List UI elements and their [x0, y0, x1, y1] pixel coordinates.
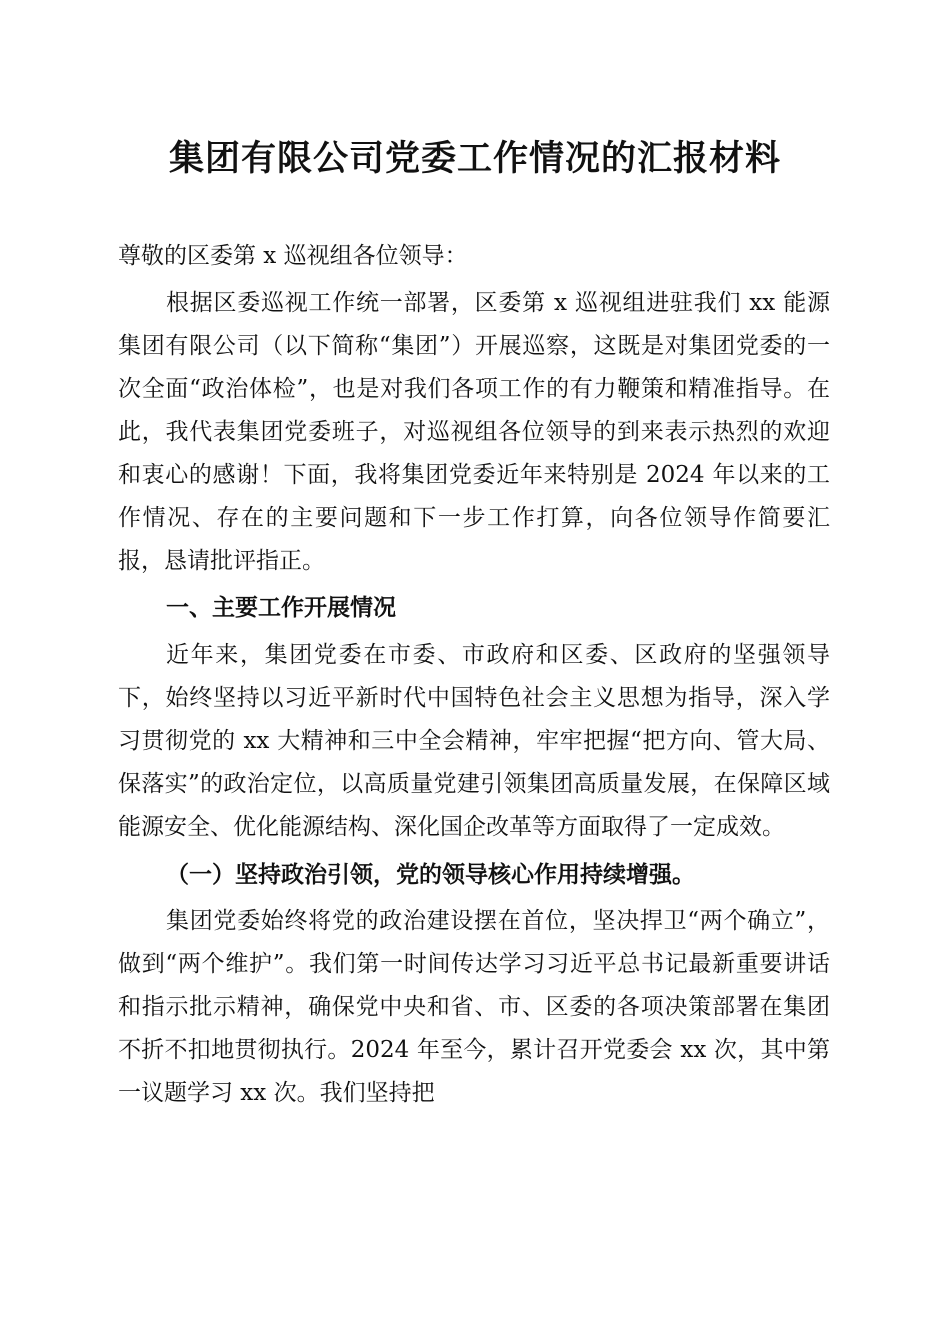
document-body — [118, 235, 830, 1119]
section-heading: 一、主要工作开展情况 — [166, 595, 396, 621]
subsection-heading: （一）坚持政治引领，党的领导核心作用持续增强。 — [166, 861, 695, 888]
section-paragraph: 近年来，集团党委在市委、市政府和区委、区政府的坚强领导下，始终坚持以习近平新时代中国特色社会主义思想为指导，深入学习贯彻党的 xx 大精神和三中全会精神，牢牢把握“把方向、管大局、保落实”的政治定位，以高质量党建引领集团高质量发展，在保障区域能源安全、优化能源结构、深化国企改革等方面取得了一定成效。 — [118, 642, 830, 840]
subsection-paragraph: 集团党委始终将党的政治建设摆在首位，坚决捍卫“两个确立”，做到“两个维护”。我们第一时间传达学习习近平总书记最新重要讲话和指示批示精神，确保党中央和省、市、区委的各项决策部署在集团不折不扣地贯彻执行。2024 年至今，累计召开党委会 xx 次，其中第一议题学习 xx 次。我们坚持把 — [118, 908, 830, 1106]
intro-paragraph: 根据区委巡视工作统一部署，区委第 x 巡视组进驻我们 xx 能源集团有限公司（以下简称“集团”）开展巡察，这既是对集团党委的一次全面“政治体检”，也是对我们各项工作的有力鞭策和精准指导。在此，我代表集团党委班子，对巡视组各位领导的到来表示热烈的欢迎和衷心的感谢！下面，我将集团党委近年来特别是 2024 年以来的工作情况、存在的主要问题和下一步工作打算，向各位领导作简要汇报，恳请批评指正。 — [118, 290, 830, 574]
document-title: 集团有限公司党委工作情况的汇报材料 — [168, 138, 781, 179]
salutation: 尊敬的区委第 x 巡视组各位领导： — [118, 243, 468, 269]
